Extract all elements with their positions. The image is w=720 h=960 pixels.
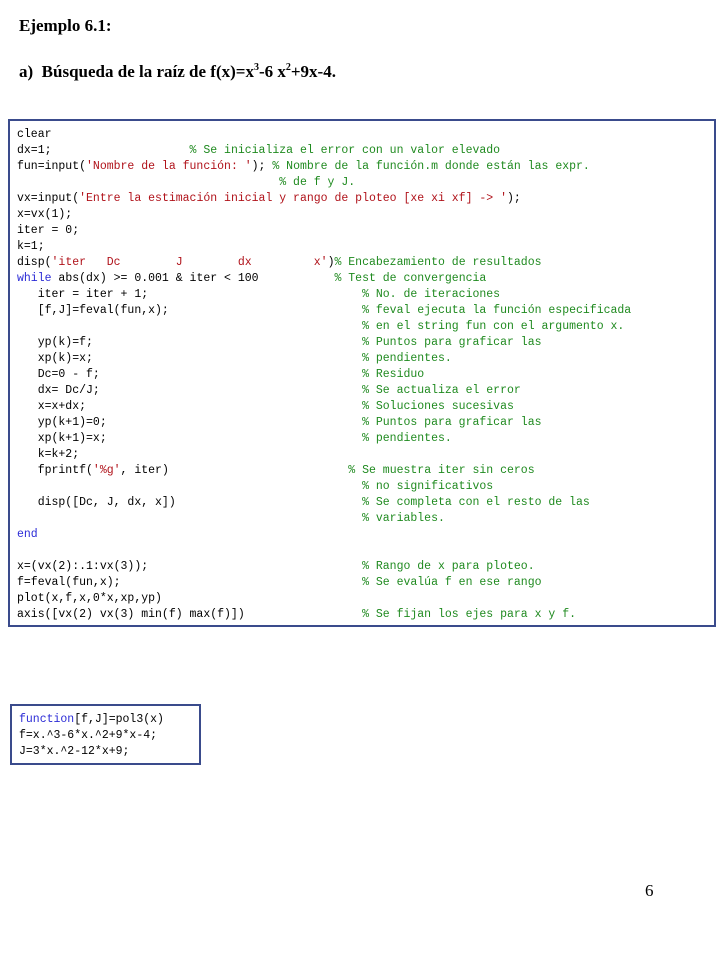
code-text: clear bbox=[17, 128, 52, 141]
code-comment: % Se fijan los ejes para x y f. bbox=[362, 608, 576, 621]
code-line bbox=[17, 527, 714, 543]
code-text bbox=[17, 176, 279, 189]
code-text: x=x+dx; bbox=[17, 400, 363, 413]
page-number: 6 bbox=[645, 881, 654, 900]
code-line bbox=[17, 543, 714, 559]
code-comment: % Se inicializa el error con un valor elevado bbox=[189, 144, 501, 157]
code-comment: % Se evalúa f en ese rango bbox=[362, 576, 542, 589]
code-line bbox=[17, 255, 714, 271]
code-text: fun=input( bbox=[17, 160, 87, 173]
main-code-listing bbox=[8, 119, 716, 627]
heading-text-after: +9x-4. bbox=[290, 62, 336, 81]
code-comment: % pendientes. bbox=[362, 432, 452, 445]
code-comment: % Encabezamiento de resultados bbox=[334, 256, 542, 269]
code-line bbox=[17, 127, 714, 143]
code-line bbox=[17, 175, 714, 191]
code-comment: % feval ejecuta la función especificada bbox=[362, 304, 632, 317]
code-line bbox=[17, 319, 714, 335]
code-text: dx=1; bbox=[17, 144, 190, 157]
code-comment: % Residuo bbox=[362, 368, 425, 381]
exponent-3: 3 bbox=[253, 62, 259, 73]
code-text: disp( bbox=[17, 256, 52, 269]
code-line bbox=[19, 744, 199, 760]
code-line bbox=[17, 591, 714, 607]
code-string: 'Nombre de la función: ' bbox=[86, 160, 252, 173]
code-text: fprintf( bbox=[17, 464, 93, 477]
code-string: '%g' bbox=[92, 464, 121, 477]
code-text: iter = iter + 1; bbox=[17, 288, 363, 301]
code-text bbox=[17, 480, 362, 493]
code-text: x=(vx(2):.1:vx(3)); bbox=[17, 560, 363, 573]
code-keyword: function bbox=[19, 713, 75, 726]
code-comment: % Puntos para graficar las bbox=[362, 416, 542, 429]
code-text: iter = 0; bbox=[17, 224, 80, 237]
code-text bbox=[17, 512, 362, 525]
code-text: J=3*x.^2-12*x+9; bbox=[19, 745, 130, 758]
code-comment: % Rango de x para ploteo. bbox=[362, 560, 535, 573]
code-line bbox=[19, 728, 199, 744]
code-text bbox=[17, 320, 362, 333]
code-text: k=1; bbox=[17, 240, 45, 253]
code-comment: % Se completa con el resto de las bbox=[362, 496, 590, 509]
code-text: abs(dx) >= 0.001 & iter < 100 bbox=[51, 272, 335, 285]
code-text: disp([Dc, J, dx, x]) bbox=[17, 496, 363, 509]
code-comment: % no significativos bbox=[362, 480, 494, 493]
code-string: 'iter Dc J dx x' bbox=[51, 256, 328, 269]
code-string: 'Entre la estimación inicial y rango de ploteo [xe xi xf] -> ' bbox=[79, 192, 507, 205]
code-text: [f,J]=feval(fun,x); bbox=[17, 304, 363, 317]
code-line bbox=[17, 335, 714, 351]
code-comment: % Puntos para graficar las bbox=[362, 336, 542, 349]
code-text: vx=input( bbox=[17, 192, 80, 205]
code-text: f=feval(fun,x); bbox=[17, 576, 363, 589]
code-comment: % Nombre de la función.m donde están las expr. bbox=[272, 160, 590, 173]
code-comment: % Test de convergencia bbox=[334, 272, 487, 285]
code-line bbox=[17, 351, 714, 367]
heading-text-before: Búsqueda de la raíz de f(x)=x bbox=[41, 62, 254, 81]
code-line bbox=[17, 431, 714, 447]
code-text: , iter) bbox=[120, 464, 349, 477]
code-line bbox=[17, 463, 714, 479]
code-line bbox=[17, 399, 714, 415]
code-comment: % en el string fun con el argumento x. bbox=[362, 320, 625, 333]
code-text: yp(k)=f; bbox=[17, 336, 363, 349]
code-text: yp(k+1)=0; bbox=[17, 416, 363, 429]
code-comment: % Soluciones sucesivas bbox=[362, 400, 514, 413]
section-heading bbox=[19, 62, 336, 82]
code-line bbox=[19, 712, 199, 728]
code-line bbox=[17, 367, 714, 383]
code-text: k=k+2; bbox=[17, 448, 80, 461]
code-text: axis([vx(2) vx(3) min(f) max(f)]) bbox=[17, 608, 363, 621]
code-line bbox=[17, 271, 714, 287]
code-text: ); bbox=[507, 192, 521, 205]
code-comment: % de f y J. bbox=[279, 176, 356, 189]
code-line bbox=[17, 415, 714, 431]
code-line bbox=[17, 239, 714, 255]
code-line bbox=[17, 223, 714, 239]
code-line bbox=[17, 303, 714, 319]
code-text: ) bbox=[327, 256, 335, 269]
code-line bbox=[17, 191, 714, 207]
code-line bbox=[17, 447, 714, 463]
code-text: xp(k)=x; bbox=[17, 352, 363, 365]
code-text: Dc=0 - f; bbox=[17, 368, 363, 381]
exponent-2: 2 bbox=[285, 62, 291, 73]
heading-text-mid: -6 x bbox=[258, 62, 286, 81]
code-comment: % Se muestra iter sin ceros bbox=[348, 464, 535, 477]
code-line bbox=[17, 559, 714, 575]
code-line bbox=[17, 511, 714, 527]
code-line bbox=[17, 143, 714, 159]
code-text: ); bbox=[251, 160, 273, 173]
section-label: a) bbox=[19, 62, 34, 81]
code-line bbox=[17, 383, 714, 399]
example-heading: Ejemplo 6.1: bbox=[19, 16, 112, 35]
code-keyword: while bbox=[17, 272, 52, 285]
code-text: xp(k+1)=x; bbox=[17, 432, 363, 445]
code-comment: % Se actualiza el error bbox=[362, 384, 521, 397]
code-text: f=x.^3-6*x.^2+9*x-4; bbox=[19, 729, 158, 742]
code-comment: % pendientes. bbox=[362, 352, 452, 365]
code-comment: % variables. bbox=[362, 512, 445, 525]
code-text: dx= Dc/J; bbox=[17, 384, 363, 397]
code-text: plot(x,f,x,0*x,xp,yp) bbox=[17, 592, 162, 605]
code-line bbox=[17, 495, 714, 511]
code-comment: % No. de iteraciones bbox=[362, 288, 501, 301]
code-line bbox=[17, 575, 714, 591]
code-line bbox=[17, 207, 714, 223]
code-line bbox=[17, 607, 714, 623]
code-line bbox=[17, 479, 714, 495]
code-line bbox=[17, 287, 714, 303]
code-text: [f,J]=pol3(x) bbox=[74, 713, 164, 726]
code-line bbox=[17, 159, 714, 175]
function-code-listing bbox=[10, 704, 201, 765]
code-keyword: end bbox=[17, 528, 38, 541]
code-text: x=vx(1); bbox=[17, 208, 73, 221]
